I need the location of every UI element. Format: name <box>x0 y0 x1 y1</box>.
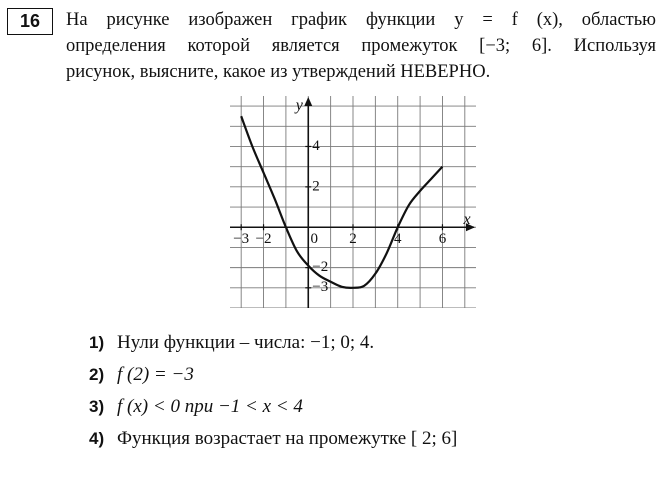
task-line-3: рисунок, выясните, какое из утверждений НЕВЕРНО. <box>66 62 491 82</box>
x-tick-label: 6 <box>438 230 447 247</box>
answer-text: Функция возрастает на промежутке [ 2; 6] <box>117 428 458 449</box>
x-tick-label: 0 <box>310 230 319 247</box>
answer-number: 4) <box>89 429 105 448</box>
y-tick-label: −3 <box>312 279 329 296</box>
function-curve <box>241 116 442 288</box>
answer-option-1[interactable] <box>89 327 457 359</box>
answer-text: f (x) < 0 при −1 < x < 4 <box>117 396 303 417</box>
task-line-1: На рисунке изображен график функции y = f (x), областью <box>66 10 656 30</box>
x-tick-label: −3 <box>233 230 250 247</box>
y-tick-label: 2 <box>312 178 320 195</box>
x-tick-label: −2 <box>255 230 272 247</box>
answer-option-4[interactable] <box>89 423 457 455</box>
function-graph <box>230 96 476 308</box>
y-tick-label: 4 <box>312 137 320 154</box>
answer-option-3[interactable] <box>89 391 457 423</box>
x-tick-label: 4 <box>393 230 402 247</box>
x-tick-label: 2 <box>349 230 357 247</box>
task-line-2: определения которой является промежуток [−3; 6]. Используя <box>66 36 656 56</box>
answer-number: 1) <box>89 333 105 352</box>
answer-number: 3) <box>89 397 105 416</box>
answer-option-2[interactable] <box>89 359 457 391</box>
answer-text: f (2) = −3 <box>117 364 194 385</box>
answer-text: Нули функции – числа: −1; 0; 4. <box>117 332 375 353</box>
x-axis-label: x <box>463 211 471 229</box>
task-statement <box>66 7 656 85</box>
y-tick-label: −2 <box>312 259 329 276</box>
answer-options <box>89 327 457 455</box>
task-number: 16 <box>7 8 53 35</box>
y-axis-arrow <box>304 97 312 106</box>
answer-number: 2) <box>89 365 105 384</box>
y-axis-label: y <box>295 97 303 114</box>
